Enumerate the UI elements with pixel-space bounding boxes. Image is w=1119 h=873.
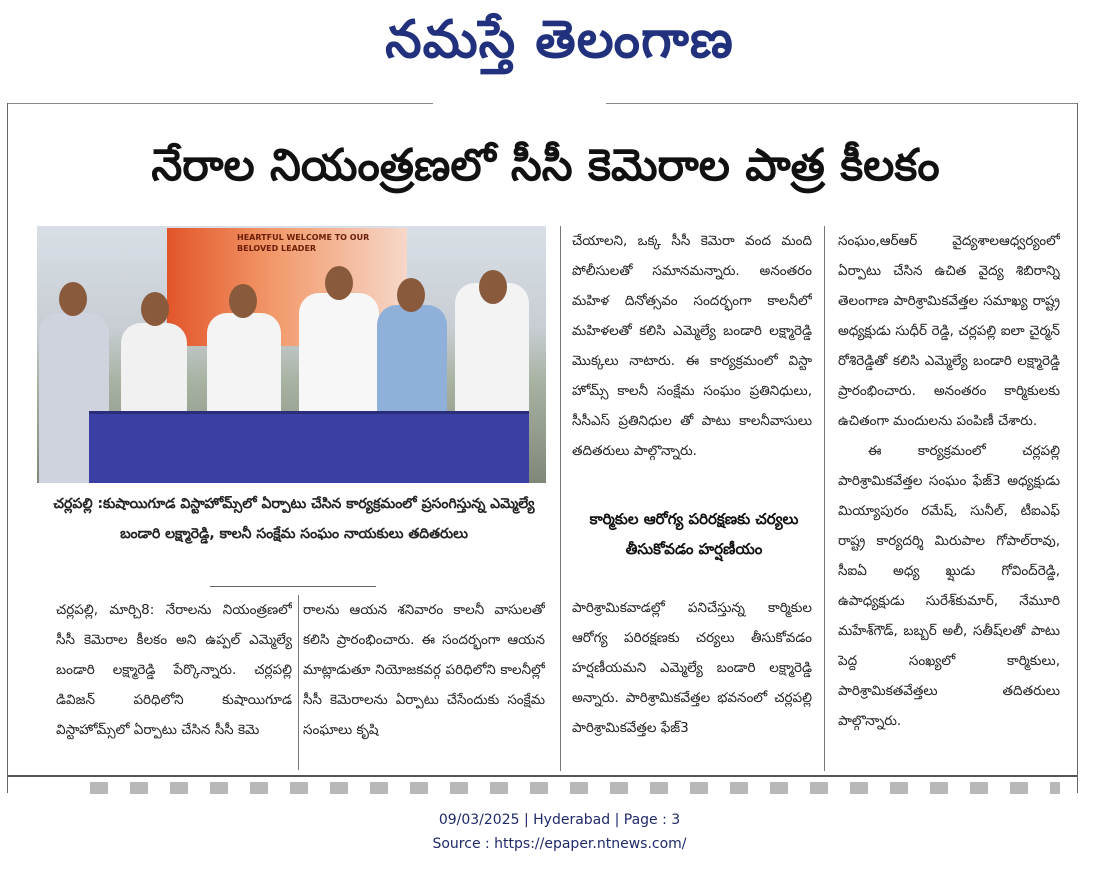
column-text: రాలను ఆయన శనివారం కాలనీ వాసులతో కలిసి ప్రారంభించారు. ఈ సందర్భంగా ఆయన మాట్లాడుతూ నియోజకవర్గ పరిధిలోని కాలనీల్లో సీసీ కెమెరాలను ఏర్పాటు చేసేందుకు సంక్షేమ సంఘాలు కృషి — [303, 602, 545, 738]
column-divider — [298, 595, 299, 770]
photo-banner-text: HEARTFUL WELCOME TO OUR BELOVED LEADER — [237, 233, 370, 253]
top-rule-right — [606, 103, 1077, 104]
article-column-2 — [303, 595, 545, 775]
column-text: సంఘం,ఆర్ఆర్ వైద్యశాలఆధ్వర్యంలో ఏర్పాటు చేసిన ఉచిత వైద్య శిబిరాన్ని తెలంగాణ పారిశ్రామికవేత్తల సమాఖ్య రాష్ట్ర అధ్యక్షుడు సుధీర్ రెడ్డి, చర్లపల్లి ఐలా చైర్మన్ రోశిరెడ్డితో కలిసి ఎమ్మెల్యే బండారి లక్ష్మారెడ్డి ప్రారంభించారు. అనంతరం కార్మికులకు ఉచితంగా మందులను పంపిణీ చేశారు. — [838, 233, 1060, 429]
footer-date-page: 09/03/2025 | Hyderabad | Page : 3 — [438, 812, 681, 828]
article-column-3 — [572, 226, 812, 501]
article-headline: నేరాల నియంత్రణలో సీసీ కెమెరాల పాత్ర కీలకం — [151, 140, 940, 191]
photo-person-head — [59, 282, 87, 316]
article-column-1 — [56, 595, 292, 775]
frame-left-rule — [7, 103, 8, 793]
caption-rule — [210, 586, 376, 587]
bottom-rule — [8, 775, 1077, 777]
photo-person-head — [479, 270, 507, 304]
frame-right-rule — [1077, 103, 1078, 793]
top-rule-left — [8, 103, 433, 104]
photo-person-head — [229, 284, 257, 318]
masthead-logo: నమస్తే తెలంగాణ — [385, 10, 734, 70]
column-divider — [560, 226, 561, 771]
next-article-cutoff — [90, 782, 1060, 794]
article-subheading: కార్మికుల ఆరోగ్య పరిరక్షణకు చర్యలు తీసుకోవడం హర్షణీయం — [589, 510, 799, 558]
article-photo — [37, 226, 546, 483]
photo-person-head — [397, 278, 425, 312]
footer-source: Source : https://epaper.ntnews.com/ — [432, 836, 687, 852]
column-text: పారిశ్రామికవాడల్లో పనిచేస్తున్న కార్మికుల ఆరోగ్య పరిరక్షణకు చర్యలు తీసుకోవడం హర్షణీయమని ఎమ్మెల్యే బండారి లక్ష్మారెడ్డి అన్నారు. పారిశ్రామికవేత్తల భవనంలో చర్లపల్లి పారిశ్రామికవేత్తల ఫేజ్3 — [572, 600, 812, 736]
photo-person-head — [141, 292, 169, 326]
article-column-3b — [572, 593, 812, 773]
photo-table — [89, 411, 529, 483]
column-divider — [824, 226, 825, 771]
column-text: ఈ కార్యక్రమంలో చర్లపల్లి పారిశ్రామికవేత్తల సంఘం ఫేజ్3 అధ్యక్షుడు మియ్యాపురం రమేష్, సునీల్, టీఐఎఫ్ రాష్ట్ర కార్యదర్శి మిరుపాల గోపాల్‌రావు, సీఐఏ అధ్య ఖ్షుడు గోవింద్‌రెడ్డి, ఉపాధ్యక్షుడు సురేశ్‌కుమార్, నేమూరి మహేశ్‌గౌడ్, బబ్బర్ అలీ, సతీష్‌లతో పాటు పెద్ద సంఖ్యలో కార్మికులు, పారిశ్రామికతవేత్తలు తదితరులు పాల్గొన్నారు. — [838, 443, 1060, 729]
column-text: చేయాలని, ఒక్క సీసీ కెమెరా వంద మంది పోలీసులతో సమానమన్నారు. అనంతరం మహిళ దినోత్సవం సందర్భంగా కాలనీలో మహిళలతో కలిసి ఎమ్మెల్యే బండారి లక్ష్మారెడ్డి మొక్కలు నాటారు. ఈ కార్యక్రమంలో విస్టా హోమ్స్ కాలనీ సంక్షేమ సంఘం ప్రతినిధులు, సీసీఎస్ ప్రతినిధుల తో పాటు కాలనీవాసులు తదితరులు పాల్గొన్నారు. — [572, 233, 812, 459]
photo-caption: చర్లపల్లి :కుషాయిగూడ విస్టాహోమ్స్‌లో ఏర్పాటు చేసిన కార్యక్రమంలో ప్రసంగిస్తున్న ఎమ్మెల్యే బండారి లక్ష్మారెడ్డి, కాలనీ సంక్షేమ సంఘం నాయకులు తదితరులు — [53, 496, 535, 542]
article-column-4 — [838, 226, 1060, 766]
page-footer — [0, 808, 1119, 856]
photo-person-head — [325, 266, 353, 300]
column-text: చర్లపల్లి, మార్చి8: నేరాలను నియంత్రణలో సీసీ కెమెరాల కీలకం అని ఉప్పల్ ఎమ్మెల్యే బండారి లక్ష్మారెడ్డి పేర్కొన్నారు. చర్లపల్లి డివిజన్ పరిధిలోని కుషాయిగూడ విస్టాహోమ్స్‌లో ఏర్పాటు చేసిన సీసీ కెమె — [56, 602, 292, 738]
